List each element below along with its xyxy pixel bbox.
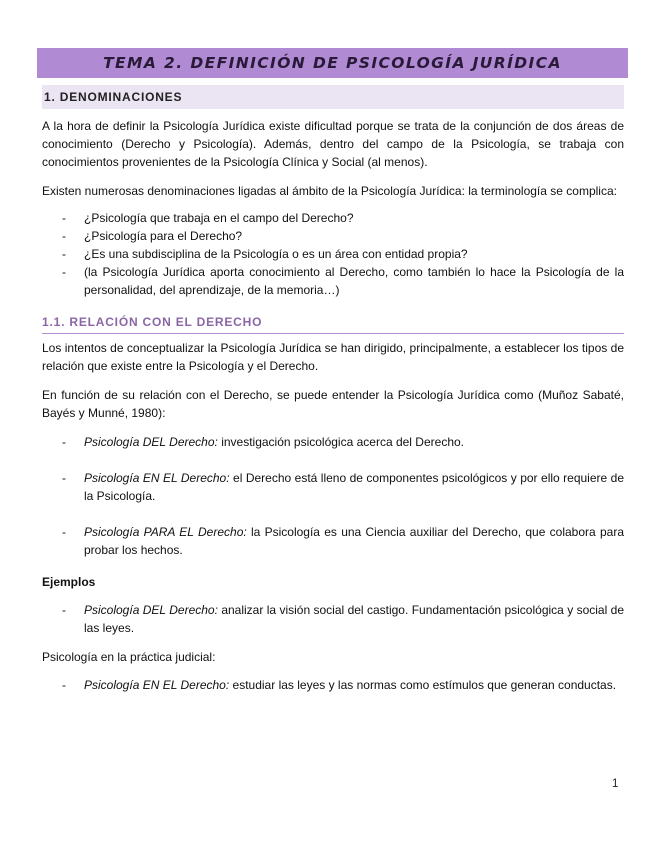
document-title: TEMA 2. DEFINICIÓN DE PSICOLOGÍA JURÍDICA <box>103 54 562 72</box>
list-item <box>42 469 624 505</box>
example-list <box>42 601 624 637</box>
list-item: - ¿Psicología que trabaja en el campo del Derecho? <box>42 209 624 227</box>
item-term: Psicología EN EL Derecho: <box>84 471 230 485</box>
paragraph: En función de su relación con el Derecho, se puede entender la Psicología Jurídica como (Muñoz Sabaté, Bayés y Munné, 1980): <box>42 388 624 420</box>
subsection-heading-relacion: 1.1. RELACIÓN CON EL DERECHO <box>42 315 624 334</box>
page-number: 1 <box>612 778 619 790</box>
item-term: Psicología EN EL Derecho: <box>84 678 230 692</box>
paragraph: Existen numerosas denominaciones ligadas al ámbito de la Psicología Jurídica: la terminología se complica: <box>42 184 617 198</box>
item-text: analizar la visión social del castigo. Fundamentación psicológica y social de las leyes. <box>84 603 624 635</box>
item-term: Psicología PARA EL Derecho: <box>84 525 247 539</box>
item-text: la Psicología es una Ciencia auxiliar del Derecho, que colabora para probar los hechos. <box>84 525 624 557</box>
item-term: Psicología DEL Derecho: <box>84 435 218 449</box>
relation-list <box>42 433 624 559</box>
list-item: - ¿Es una subdisciplina de la Psicología o es un área con entidad propia? <box>42 245 624 263</box>
list-item <box>42 676 624 694</box>
item-term: Psicología DEL Derecho: <box>84 603 218 617</box>
practice-label: Psicología en la práctica judicial: <box>42 650 216 664</box>
list-item <box>42 523 624 559</box>
title-banner <box>37 48 628 78</box>
list-item: - (la Psicología Jurídica aporta conocimiento al Derecho, como también lo hace la Psicología de la personalidad, del aprendizaje, de la memoria…) <box>42 263 624 299</box>
list-item: - ¿Psicología para el Derecho? <box>42 227 624 245</box>
item-text: estudiar las leyes y las normas como estímulos que generan conductas. <box>229 678 617 692</box>
list-item <box>42 601 624 637</box>
list-item <box>42 433 624 451</box>
question-list <box>42 209 624 299</box>
item-text: el Derecho está lleno de componentes psicológicos y por ello requiere de la Psicología. <box>84 471 624 503</box>
document-page <box>42 48 624 694</box>
section-heading-denominaciones: 1. DENOMINACIONES <box>42 85 624 109</box>
example-list <box>42 676 624 694</box>
paragraph: Los intentos de conceptualizar la Psicología Jurídica se han dirigido, principalmente, a establecer los tipos de relación que existe entre la Psicología y el Derecho. <box>42 341 624 373</box>
examples-heading: Ejemplos <box>42 575 96 589</box>
item-text: investigación psicológica acerca del Derecho. <box>217 435 464 449</box>
paragraph: A la hora de definir la Psicología Jurídica existe dificultad porque se trata de la conjunción de dos áreas de conocimiento (Derecho y Psicología). Además, dentro del campo de la Psicología, se trabaja con conocimientos provenientes de la Psicología Clínica y Social (al menos). <box>42 119 624 169</box>
